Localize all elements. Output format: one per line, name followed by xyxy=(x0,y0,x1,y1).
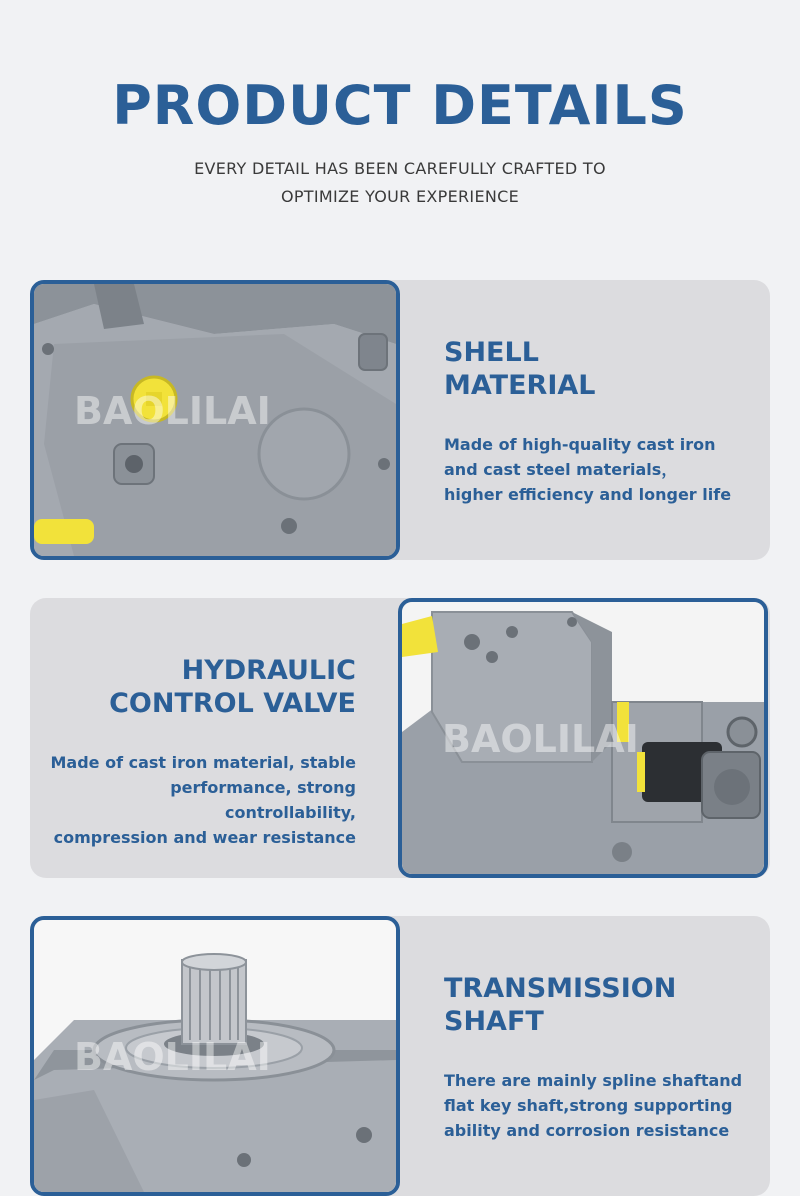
section-heading: HYDRAULIC CONTROL VALVE xyxy=(109,655,356,719)
page-title: PRODUCT DETAILS xyxy=(112,74,688,137)
transmission-shaft-photo xyxy=(30,916,400,1196)
section-card-hydraulic-control-valve xyxy=(30,598,770,878)
shell-material-text xyxy=(444,336,754,507)
hydraulic-valve-text xyxy=(46,654,356,850)
section-heading: TRANSMISSION SHAFT xyxy=(444,973,677,1037)
section-description: There are mainly spline shaftand flat key shaft,strong supporting ability and corrosion resistance xyxy=(444,1071,743,1140)
section-heading: SHELL MATERIAL xyxy=(444,337,596,401)
page-subtitle: EVERY DETAIL HAS BEEN CAREFULLY CRAFTED TO OPTIMIZE YOUR EXPERIENCE xyxy=(194,159,606,206)
watermark-text: BAOLILAI xyxy=(74,1035,271,1079)
shell-material-photo xyxy=(30,280,400,560)
section-description: Made of cast iron material, stable performance, strong controllability, compression and wear resistance xyxy=(50,753,356,847)
section-card-transmission-shaft xyxy=(30,916,770,1196)
watermark-text: BAOLILAI xyxy=(74,389,271,433)
hydraulic-valve-image xyxy=(402,602,764,874)
section-description: Made of high-quality cast iron and cast steel materials， higher efficiency and longer life xyxy=(444,435,732,504)
transmission-shaft-text xyxy=(444,972,754,1143)
transmission-shaft-image xyxy=(34,920,396,1192)
section-card-shell-material xyxy=(30,280,770,560)
hydraulic-valve-photo xyxy=(398,598,768,878)
watermark-text: BAOLILAI xyxy=(442,717,639,761)
shell-material-image xyxy=(34,284,396,556)
